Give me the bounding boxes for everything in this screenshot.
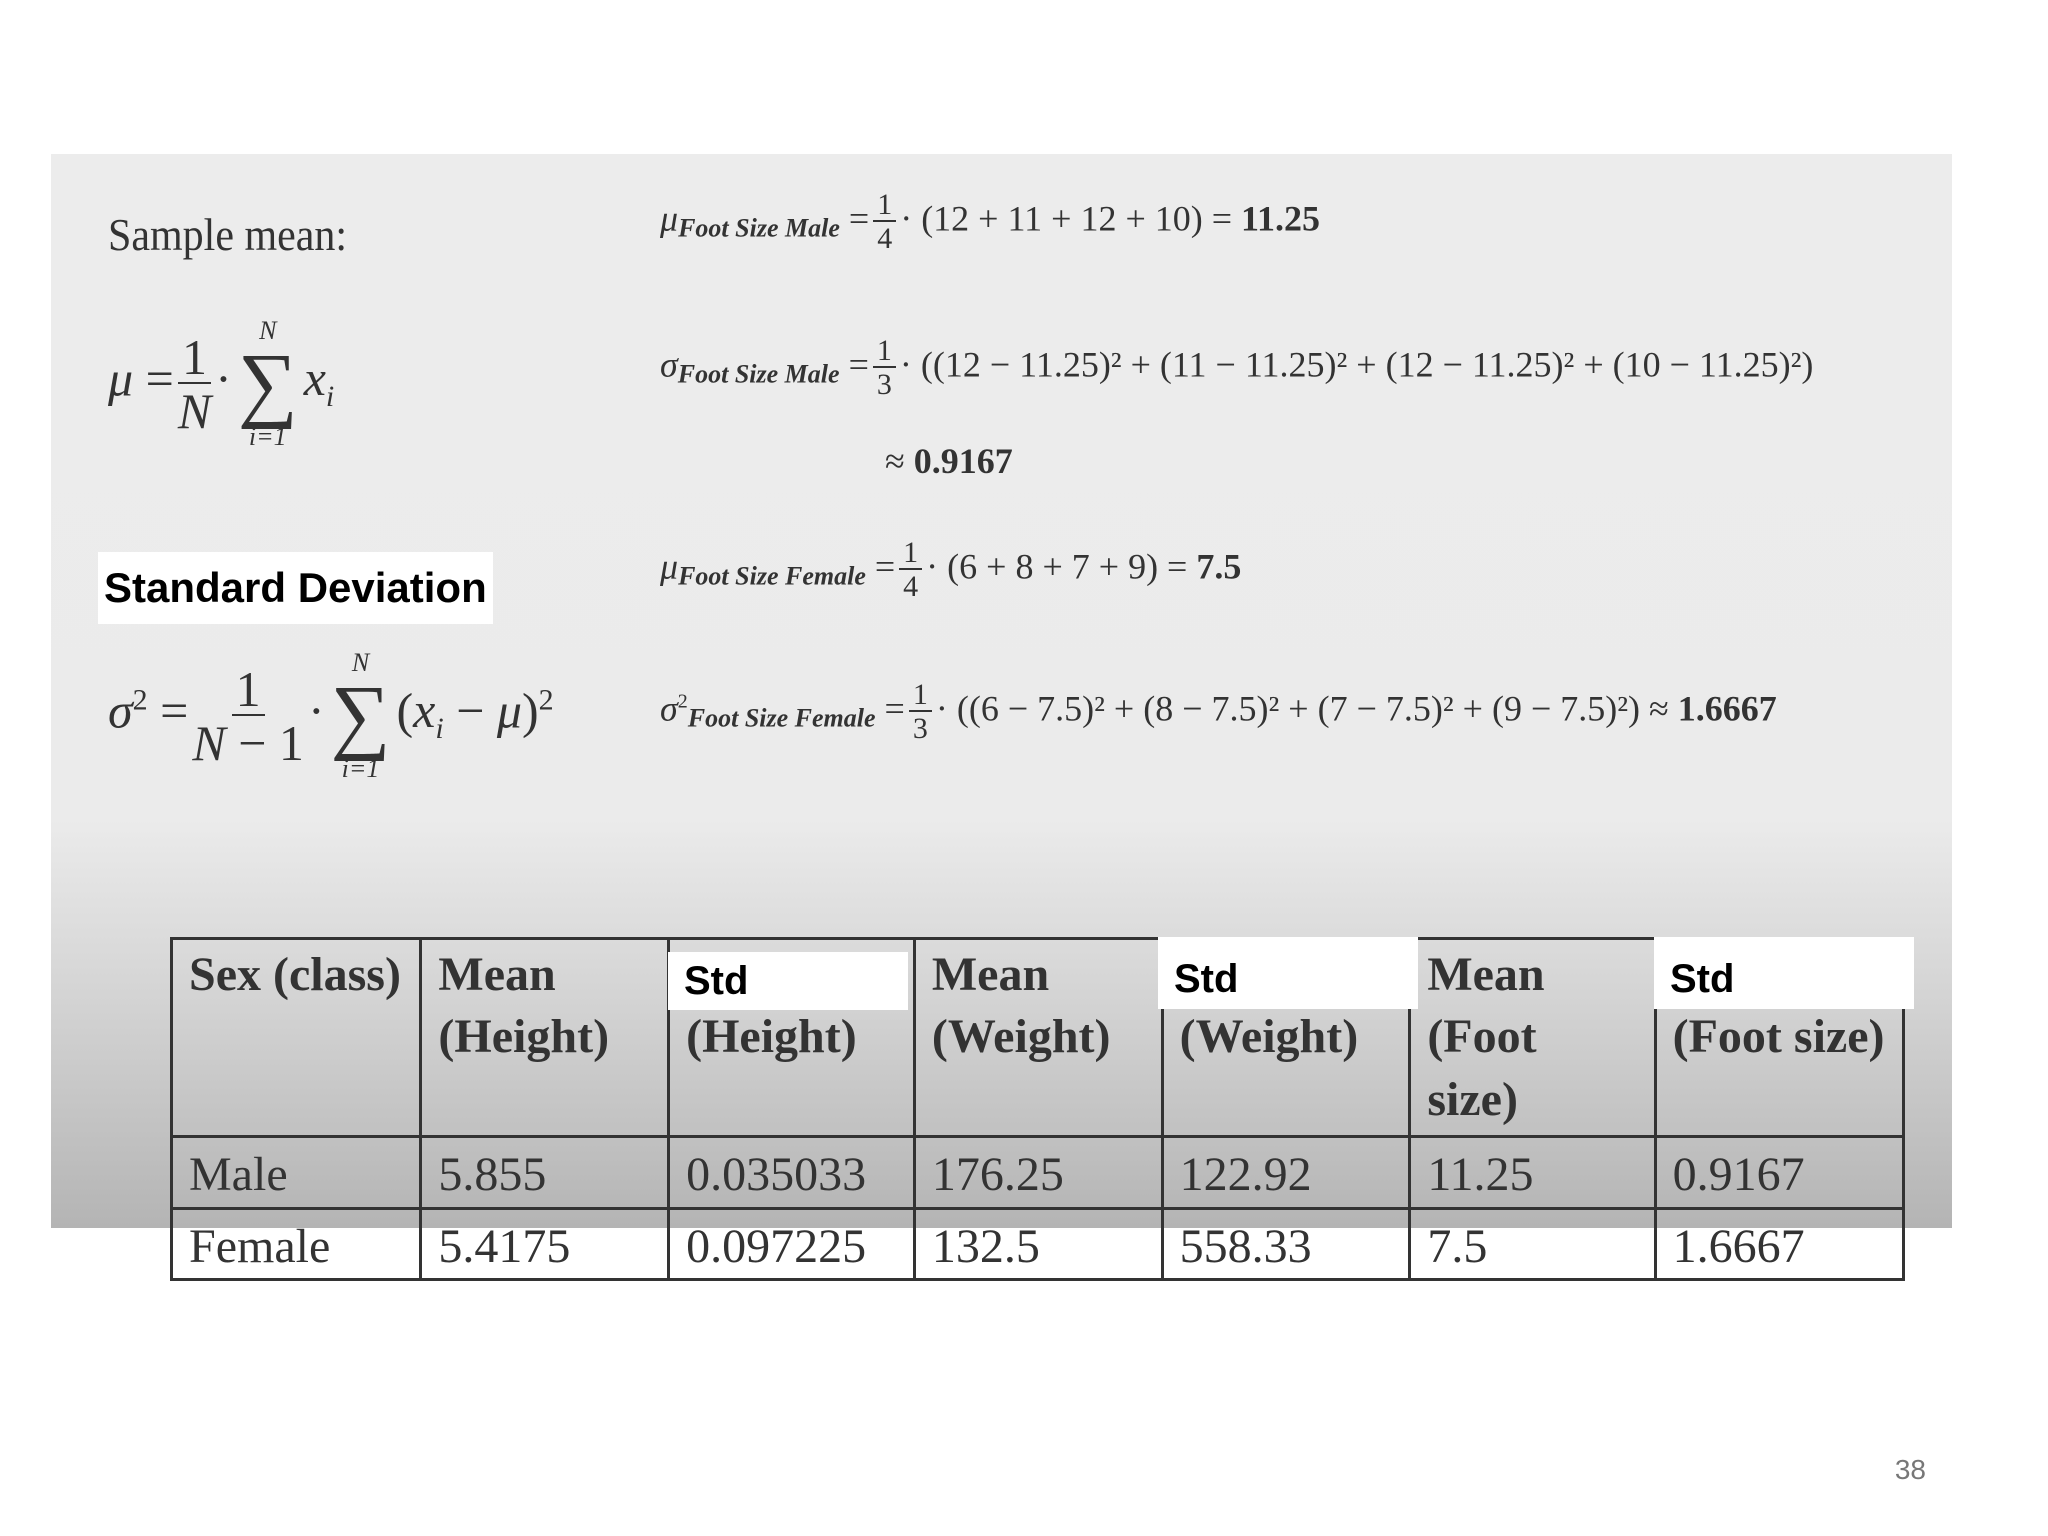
std-label-foot-size: Std <box>1654 937 1914 1009</box>
equation-mean-male: $\mu_{Foot Size Male}$ = $\frac{1}{4}$ · (12 + 11 + 12 + 10) = 11.25 <box>660 188 1321 255</box>
equation-variance-female: $\sigma^2_{Foot Size Female}$ = $\frac{1}{3}$ · ((6 − 7.5)² + (8 − 7.5)² + (7 − 7.5)² + (9 − 7.5)²) ≈ 1.6667 <box>660 678 1777 745</box>
cell-mean-height: 5.4175 <box>421 1208 669 1279</box>
cell-mean-height: 5.855 <box>421 1137 669 1208</box>
cell-std-foot-size: 1.6667 <box>1655 1208 1903 1279</box>
equation-mean-female: $\mu_{Foot Size Female}$ = $\frac{1}{4}$ · (6 + 8 + 7 + 9) = 7.5 <box>660 536 1242 603</box>
header-std-foot-size: (Foot size) <box>1655 939 1903 1137</box>
header-mean-height: Mean (Height) <box>421 939 669 1137</box>
mean-formula: μ = $\frac{1}{N}$ · N ∑ i=1 $x_i$ <box>108 316 335 451</box>
cell-mean-foot-size: 11.25 <box>1410 1137 1655 1208</box>
table-header-row <box>172 939 1904 1137</box>
table-row <box>172 1208 1904 1279</box>
variance-formula: $\sigma^2$ = $\frac{1}{N - 1}$ · N ∑ i=1 $(x_i - \mu)^2$ <box>108 648 554 783</box>
cell-std-weight: 558.33 <box>1162 1208 1410 1279</box>
summary-table <box>170 937 1905 1281</box>
equation-variance-male: $\sigma_{Foot Size Male}$ = $\frac{1}{3}$ · ((12 − 11.25)² + (11 − 11.25)² + (12 − 11.25)² + (10 − 11.25)²) <box>660 334 1814 401</box>
standard-deviation-label: Standard Deviation <box>98 552 493 624</box>
cell-std-height: 0.097225 <box>669 1208 915 1279</box>
std-label-weight: Std <box>1158 937 1418 1009</box>
cell-std-height: 0.035033 <box>669 1137 915 1208</box>
header-mean-foot-size: Mean (Foot size) <box>1410 939 1655 1137</box>
std-label-height: Std <box>668 952 908 1010</box>
cell-std-weight: 122.92 <box>1162 1137 1410 1208</box>
cell-mean-foot-size: 7.5 <box>1410 1208 1655 1279</box>
page-number: 38 <box>1894 1454 1926 1485</box>
header-mean-weight: Mean (Weight) <box>914 939 1162 1137</box>
cell-std-foot-size: 0.9167 <box>1655 1137 1903 1208</box>
equation-variance-male-result: ≈ 0.9167 <box>885 441 1013 481</box>
header-std-weight: (Weight) <box>1162 939 1410 1137</box>
header-sex-class: Sex (class) <box>172 939 421 1137</box>
header-std-height: (Height) <box>669 939 915 1137</box>
cell-mean-weight: 176.25 <box>914 1137 1162 1208</box>
table-row <box>172 1137 1904 1208</box>
cell-sex: Male <box>172 1137 421 1208</box>
sample-mean-label: Sample mean: <box>108 211 348 261</box>
cell-sex: Female <box>172 1208 421 1279</box>
cell-mean-weight: 132.5 <box>914 1208 1162 1279</box>
